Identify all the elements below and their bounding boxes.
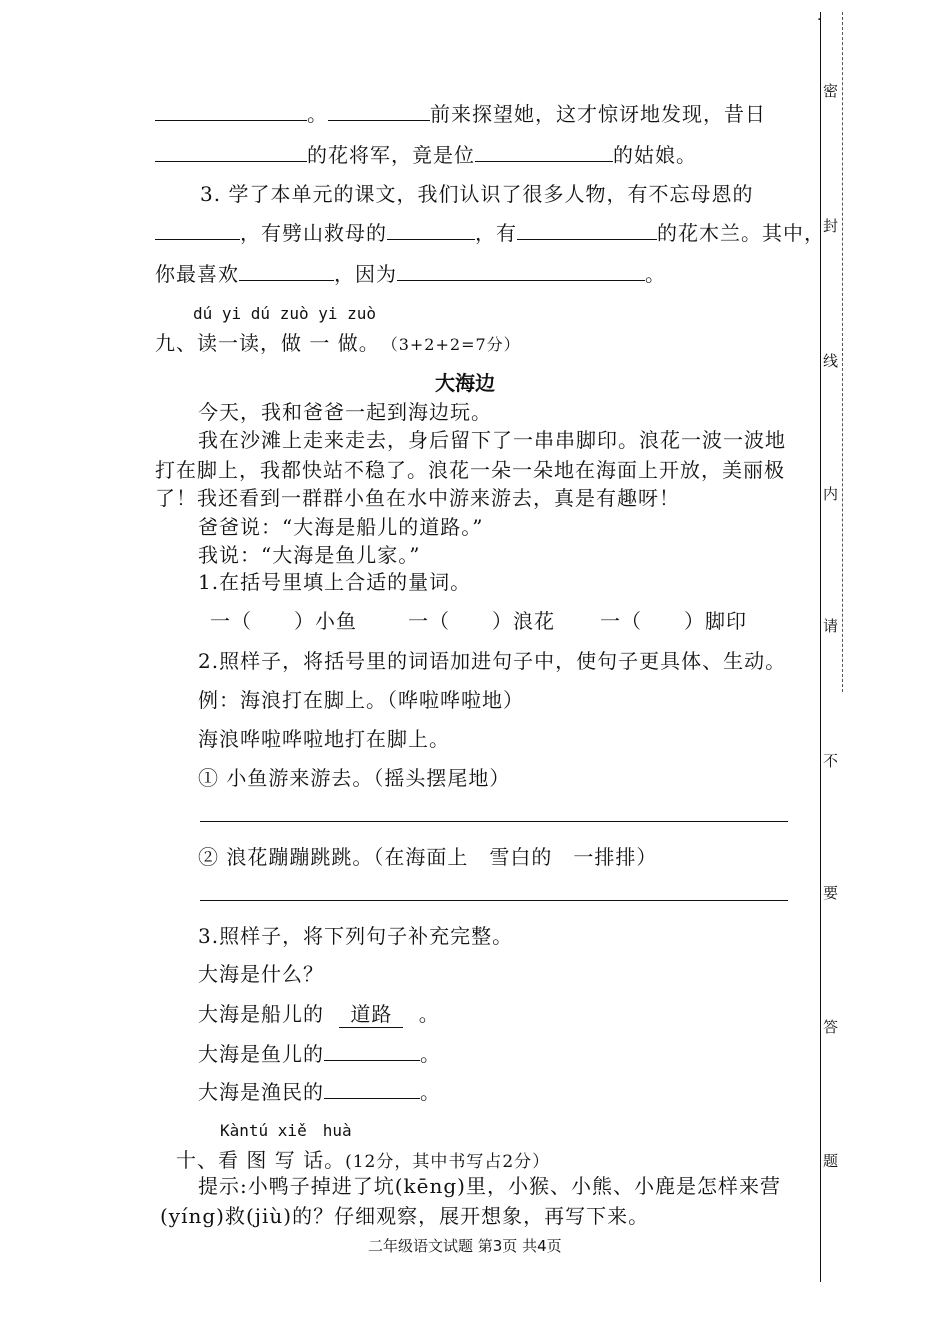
answer-blank[interactable] [155,102,307,121]
question-9-2-item-2: ② 浪花蹦蹦跳跳。（在海面上 雪白的 一排排） [198,845,658,869]
answer-blank[interactable] [155,221,240,240]
answer-blank[interactable] [324,1080,420,1099]
seal-char: 请 [823,617,839,635]
section-9-heading: 九、读一读，做 一 做。 （3+2+2=7分） [155,331,521,355]
question-8-3: 3. 学了本单元的课文，我们认识了很多人物，有不忘母恩的 [200,182,754,206]
binding-line [820,12,821,1282]
answer-blank[interactable] [397,262,645,281]
measure-word-item[interactable]: 一（ ）浪花 [408,609,555,633]
measure-word-item[interactable]: 一（ ）脚印 [600,609,747,633]
binding-dashed-line [842,12,843,692]
page-footer: 二年级语文试题 第3页 共4页 [368,1237,562,1255]
filled-answer: 道路 [339,998,403,1028]
seal-char: 题 [823,1152,839,1170]
seal-char: 密 [823,82,839,100]
answer-blank[interactable] [239,262,334,281]
seal-char: 答 [823,1018,839,1036]
passage-paragraph-2c: 了！我还看到一群群小鱼在水中游来游去，真是有趣呀！ [155,486,680,510]
passage-paragraph-2b: 打在脚上，我都快站不稳了。浪花一朵一朵地在海面上开放，美丽极 [155,458,785,482]
question-9-2: 2.照样子，将括号里的词语加进句子中，使句子更具体、生动。 [198,649,787,673]
answer-line[interactable] [200,900,788,901]
section-10-pinyin: Kàntú xiě huà [220,1121,352,1140]
section-10-heading: 十、看 图 写 话。(12分，其中书写占2分） [176,1148,551,1172]
question-9-3: 3.照样子，将下列句子补充完整。 [198,924,514,948]
question-9-2-item-1: ① 小鱼游来游去。（摇头摆尾地） [198,766,511,790]
answer-blank[interactable] [155,143,307,162]
section-10-hint-2: (yíng)救(jiù)的？仔细观察，展开想象，再写下来。 [160,1204,650,1228]
passage-paragraph-1: 今天，我和爸爸一起到海边玩。 [198,400,492,424]
binding-dot: . [817,8,822,24]
answer-blank[interactable] [328,102,430,121]
seal-char: 封 [823,217,839,235]
section-10-hint-1: 提示:小鸭子掉进了坑(kēng)里，小猴、小熊、小鹿是怎样来营 [198,1174,781,1198]
passage-title: 大海边 [435,371,495,395]
question-8-3-line3: 你最喜欢 ，因为 。 [155,262,666,286]
fill-line-2: 的花将军，竟是位 的姑娘。 [155,139,697,168]
answer-blank[interactable] [387,221,475,240]
answer-blank[interactable] [475,143,613,162]
answer-line[interactable] [200,821,788,822]
passage-paragraph-4: 我说：“大海是鱼儿家。” [198,543,421,567]
question-9-3-b: 大海是渔民的 。 [198,1080,441,1104]
measure-word-item[interactable]: 一（ ）小鱼 [210,609,357,633]
seal-char: 内 [823,485,839,503]
passage-paragraph-2a: 我在沙滩上走来走去，身后留下了一串串脚印。浪花一波一波地 [198,428,786,452]
seal-char: 不 [823,752,839,770]
question-9-3-example: 大海是船儿的 道路 。 [198,998,440,1028]
answer-blank[interactable] [517,221,657,240]
answer-blank[interactable] [324,1042,420,1061]
example-sentence: 例：海浪打在脚上。（哗啦哗啦地） [198,688,524,712]
question-8-3-line2: ，有劈山救母的 ，有 的花木兰。其中， [155,217,825,246]
question-9-3-a: 大海是鱼儿的 。 [198,1042,441,1066]
question-9-3-prompt: 大海是什么？ [198,962,324,986]
passage-paragraph-3: 爸爸说：“大海是船儿的道路。” [198,515,484,539]
fill-line-1: 。 前来探望她，这才惊讶地发现，昔日 [155,98,766,127]
seal-char: 要 [823,884,839,902]
seal-char: 线 [823,352,839,370]
section-9-pinyin: dú yi dú zuò yi zuò [193,304,377,323]
example-answer: 海浪哗啦哗啦地打在脚上。 [198,727,450,751]
question-9-1: 1.在括号里填上合适的量词。 [198,570,472,594]
